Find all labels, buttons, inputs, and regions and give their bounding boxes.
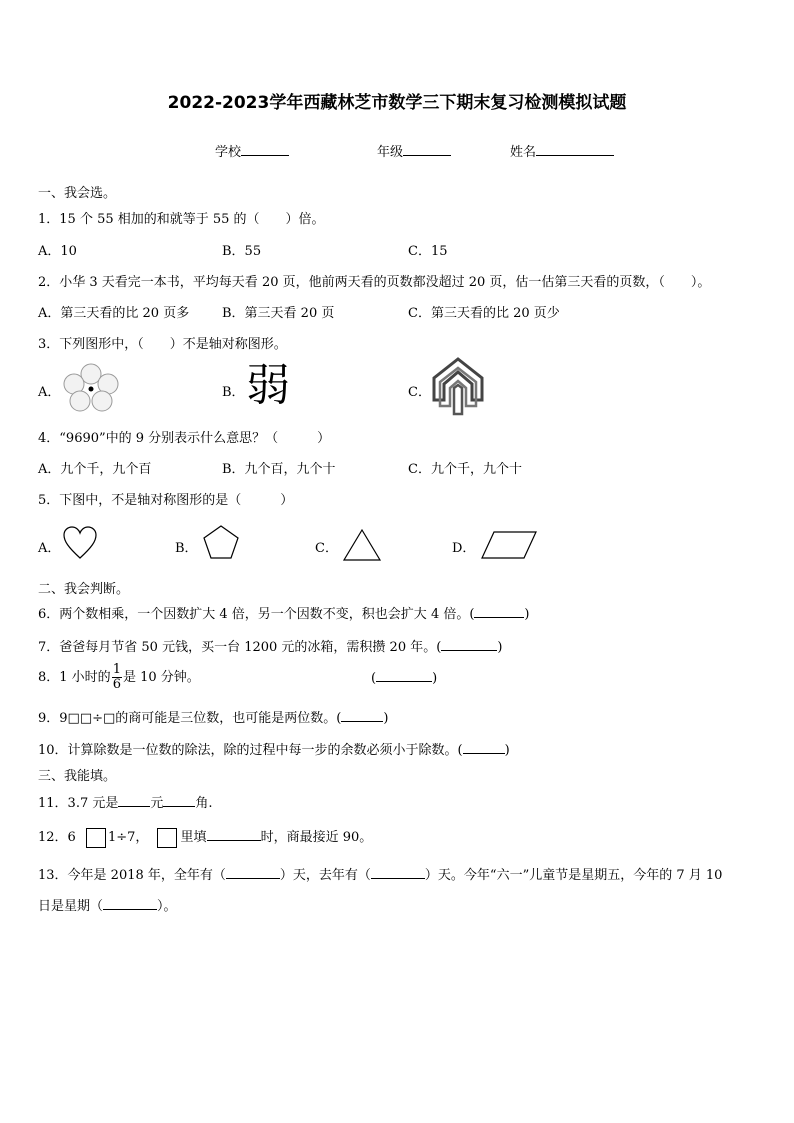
school-field[interactable] <box>215 141 289 160</box>
q5-text: 5．下图中，不是轴对称图形的是（ ） <box>38 493 294 508</box>
q13-text-1: 13．今年是 2018 年，全年有（ <box>38 868 226 883</box>
triangle-icon <box>342 528 382 562</box>
q8-question <box>38 662 200 694</box>
q5-option-d[interactable]: D． <box>452 541 476 556</box>
q8-text-post: 是 10 分钟。 <box>122 670 200 685</box>
q3-option-c[interactable]: C． <box>408 385 431 400</box>
q12-question <box>38 826 372 848</box>
q13-text-5: ）。 <box>157 899 177 914</box>
q2-text: 2．小华 3 天看完一本书，平均每天看 20 页，他前两天看的页数都没超过 20 页，估一估第三天看的页数，（ ）。 <box>38 275 711 290</box>
q7-close-paren: ) <box>497 640 503 655</box>
q3-text: 3．下列图形中，（ ）不是轴对称图形。 <box>38 337 287 352</box>
q11-question <box>38 792 213 811</box>
q9-text: 9．9□□÷□的商可能是三位数，也可能是两位数。( <box>38 711 342 726</box>
q11-jiao-blank[interactable] <box>163 806 195 807</box>
q10-question <box>38 739 510 758</box>
q10-text: 10．计算除数是一位数的除法，除的过程中每一步的余数必须小于除数。( <box>38 743 463 758</box>
q1-option-b[interactable]: B．55 <box>222 244 262 259</box>
school-label: 学校 <box>215 145 242 160</box>
q4-option-c[interactable]: C．九个千，九个十 <box>408 462 522 477</box>
q6-answer-blank[interactable] <box>474 617 524 618</box>
q3-option-b[interactable]: B． <box>222 385 245 400</box>
q13-text-2: ）天，去年有（ <box>279 868 371 883</box>
q2-option-b[interactable]: B．第三天看 20 页 <box>222 306 335 321</box>
q5-option-b[interactable]: B． <box>175 541 198 556</box>
section-1-heading: 一、我会选。 <box>38 186 117 201</box>
flower-icon <box>62 362 120 414</box>
q4-option-a[interactable]: A．九个千，九个百 <box>38 462 152 477</box>
parallelogram-icon <box>480 530 538 560</box>
q12-box-reference <box>157 828 177 848</box>
grade-label: 年级 <box>377 145 404 160</box>
q6-text: 6．两个数相乘，一个因数扩大 4 倍，另一个因数不变，积也会扩大 4 倍。( <box>38 607 475 622</box>
section-3-heading: 三、我能填。 <box>38 769 117 784</box>
q3-option-a[interactable]: A． <box>38 385 61 400</box>
q12-text-mid2: 里填 <box>180 830 207 845</box>
q1-option-a[interactable]: A．10 <box>38 244 77 259</box>
q11-text-post: 角. <box>195 796 213 811</box>
q9-answer-blank[interactable] <box>341 721 383 722</box>
q9-question <box>38 707 388 726</box>
q11-yuan-blank[interactable] <box>118 806 150 807</box>
q8-denominator: 6 <box>112 677 121 692</box>
q4-option-b[interactable]: B．九个百，九个十 <box>222 462 336 477</box>
grade-field[interactable] <box>377 141 451 160</box>
q5-option-c[interactable]: C． <box>315 541 338 556</box>
q12-text-mid: 1÷7， <box>107 830 149 845</box>
q5-option-a[interactable]: A． <box>38 541 61 556</box>
weak-character: 弱 <box>246 360 290 411</box>
q10-answer-blank[interactable] <box>463 753 505 754</box>
q12-text-post: 时，商最接近 90。 <box>260 830 373 845</box>
q11-text-pre: 11．3.7 元是 <box>38 796 119 811</box>
q13-line-2 <box>38 895 177 914</box>
q6-question <box>38 603 530 622</box>
q12-digit-box[interactable] <box>86 828 106 848</box>
q8-text-pre: 8．1 小时的 <box>38 670 111 685</box>
q8-answer-blank[interactable] <box>376 681 432 682</box>
q2-option-c[interactable]: C．第三天看的比 20 页少 <box>408 306 560 321</box>
heart-icon <box>62 525 98 561</box>
q13-line-1 <box>38 864 722 883</box>
q8-answer <box>371 671 437 686</box>
q8-fraction <box>112 663 122 692</box>
q7-question <box>38 636 502 655</box>
q11-text-mid: 元 <box>150 796 164 811</box>
pentagon-icon <box>202 524 240 560</box>
page-title: 2022-2023学年西藏林芝市数学三下期末复习检测模拟试题 <box>167 93 627 113</box>
q8-numerator: 1 <box>112 662 121 677</box>
q13-text-3: ）天。今年“六一”儿童节是星期五，今年的 7 月 10 <box>424 868 723 883</box>
q4-text: 4．“9690”中的 9 分别表示什么意思？（ ） <box>38 431 331 446</box>
maze-logo-icon <box>430 356 486 418</box>
q13-text-4: 日是星期（ <box>38 899 104 914</box>
q13-days-last-year-blank[interactable] <box>371 878 425 879</box>
section-2-heading: 二、我会判断。 <box>38 582 130 597</box>
q6-close-paren: ) <box>524 607 530 622</box>
q10-close-paren: ) <box>504 743 510 758</box>
q13-weekday-blank[interactable] <box>103 909 157 910</box>
q2-option-a[interactable]: A．第三天看的比 20 页多 <box>38 306 190 321</box>
q8-open-paren: ( <box>371 671 377 686</box>
q7-text: 7．爸爸每月节省 50 元钱，买一台 1200 元的冰箱，需积攒 20 年。( <box>38 640 442 655</box>
q8-close-paren: ) <box>432 671 438 686</box>
name-field[interactable] <box>510 141 614 160</box>
q9-close-paren: ) <box>383 711 389 726</box>
q12-answer-blank[interactable] <box>207 840 261 841</box>
q12-text-pre: 12．6 <box>38 830 76 845</box>
q1-option-c[interactable]: C．15 <box>408 244 448 259</box>
q7-answer-blank[interactable] <box>441 650 497 651</box>
q13-days-this-year-blank[interactable] <box>226 878 280 879</box>
q1-text: 1．15 个 55 相加的和就等于 55 的（ ）倍。 <box>38 212 325 227</box>
name-label: 姓名 <box>510 145 537 160</box>
